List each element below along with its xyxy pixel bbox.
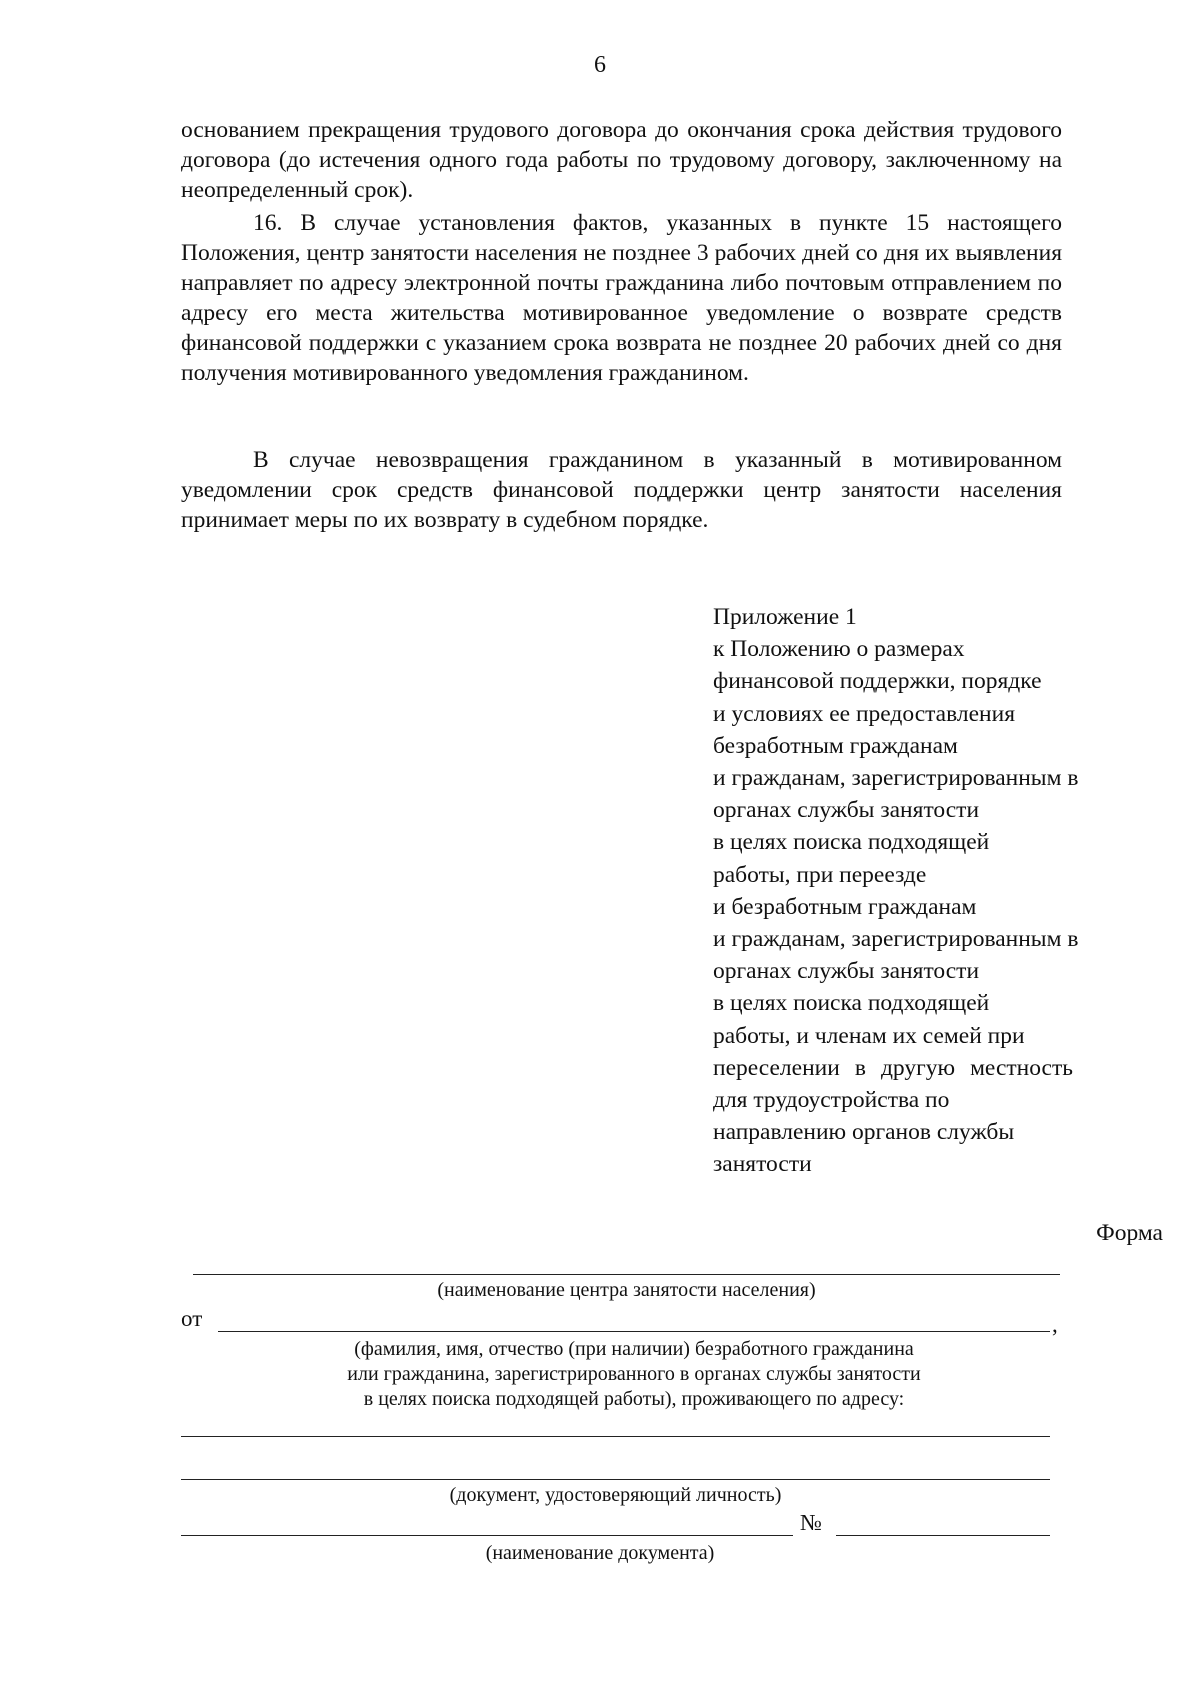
document-number-line[interactable] (836, 1535, 1050, 1536)
appendix-word: местность (970, 1054, 1073, 1081)
appendix-line: органах службы занятости (713, 797, 980, 824)
appendix-word: переселении (713, 1054, 840, 1081)
appendix-line: занятости (713, 1151, 812, 1178)
appendix-line: безработным гражданам (713, 732, 958, 759)
center-name-line[interactable] (193, 1274, 1060, 1275)
appendix-line: работы, и членам их семей при (713, 1022, 1025, 1049)
appendix-line: работы, при переезде (713, 861, 927, 888)
appendix-line: финансовой поддержки, порядке (713, 668, 1042, 695)
appendix-line: и гражданам, зарегистрированным в (713, 926, 1079, 953)
paragraph-court-recovery: В случае невозвращения гражданином в указанный в мотивированном уведомлении срок средств финансовой поддержки центр занятости населения принимает меры по их возврату в судебном порядке. (181, 447, 1062, 533)
comma: , (1052, 1312, 1058, 1337)
appendix-line: органах службы занятости (713, 958, 980, 985)
center-name-caption: (наименование центра занятости населения) (437, 1279, 816, 1301)
appendix-line: и условиях ее предоставления (713, 700, 1016, 727)
appendix-line (713, 1052, 1073, 1084)
appendix-header (713, 601, 1079, 1181)
appendix-line: Приложение 1 (713, 604, 857, 630)
document-name-line[interactable] (181, 1535, 793, 1536)
appendix-line: в целях поиска подходящей (713, 990, 990, 1017)
document-name-caption: (наименование документа) (485, 1542, 715, 1564)
applicant-caption-2: или гражданина, зарегистрированного в органах службы занятости (347, 1363, 921, 1385)
appendix-line: направлению органов службы (713, 1119, 1015, 1146)
appendix-line: в целях поиска подходящей (713, 829, 990, 856)
paragraph-termination-basis: основанием прекращения трудового договора до окончания срока действия трудового договора (до истечения одного года работы по трудовому договору, заключенному на неопределенный срок). (181, 117, 1062, 203)
page-number: 6 (594, 52, 606, 78)
appendix-line: и безработным гражданам (713, 893, 977, 920)
appendix-line: для трудоустройства по (713, 1087, 950, 1114)
from-label: от (181, 1306, 203, 1331)
number-sign: № (800, 1510, 822, 1535)
appendix-line: и гражданам, зарегистрированным в (713, 765, 1079, 792)
form-title: Форма (1096, 1220, 1163, 1246)
appendix-line: к Положению о размерах (713, 636, 965, 663)
address-line-2[interactable] (181, 1479, 1050, 1480)
paragraph-16-notification: 16. В случае установления фактов, указанных в пункте 15 настоящего Положения, центр занятости населения не позднее 3 рабочих дней со дня их выявления направляет по адресу электронной почты гражданина либо почтовым отправлением по адресу его места жительства мотивированное уведомление о возврате средств финансовой поддержки с указанием срока возврата не позднее 20 рабочих дней со дня получения мотивированного уведомления гражданином. (181, 210, 1062, 386)
appendix-word: в (854, 1054, 866, 1081)
applicant-caption-1: (фамилия, имя, отчество (при наличии) безработного гражданина (354, 1338, 914, 1360)
applicant-caption-3: в целях поиска подходящей работы), проживающего по адресу: (363, 1388, 905, 1410)
identity-document-caption: (документ, удостоверяющий личность) (449, 1484, 782, 1506)
applicant-name-line[interactable] (218, 1331, 1050, 1332)
appendix-word: другую (880, 1054, 956, 1081)
address-line-1[interactable] (181, 1436, 1050, 1437)
